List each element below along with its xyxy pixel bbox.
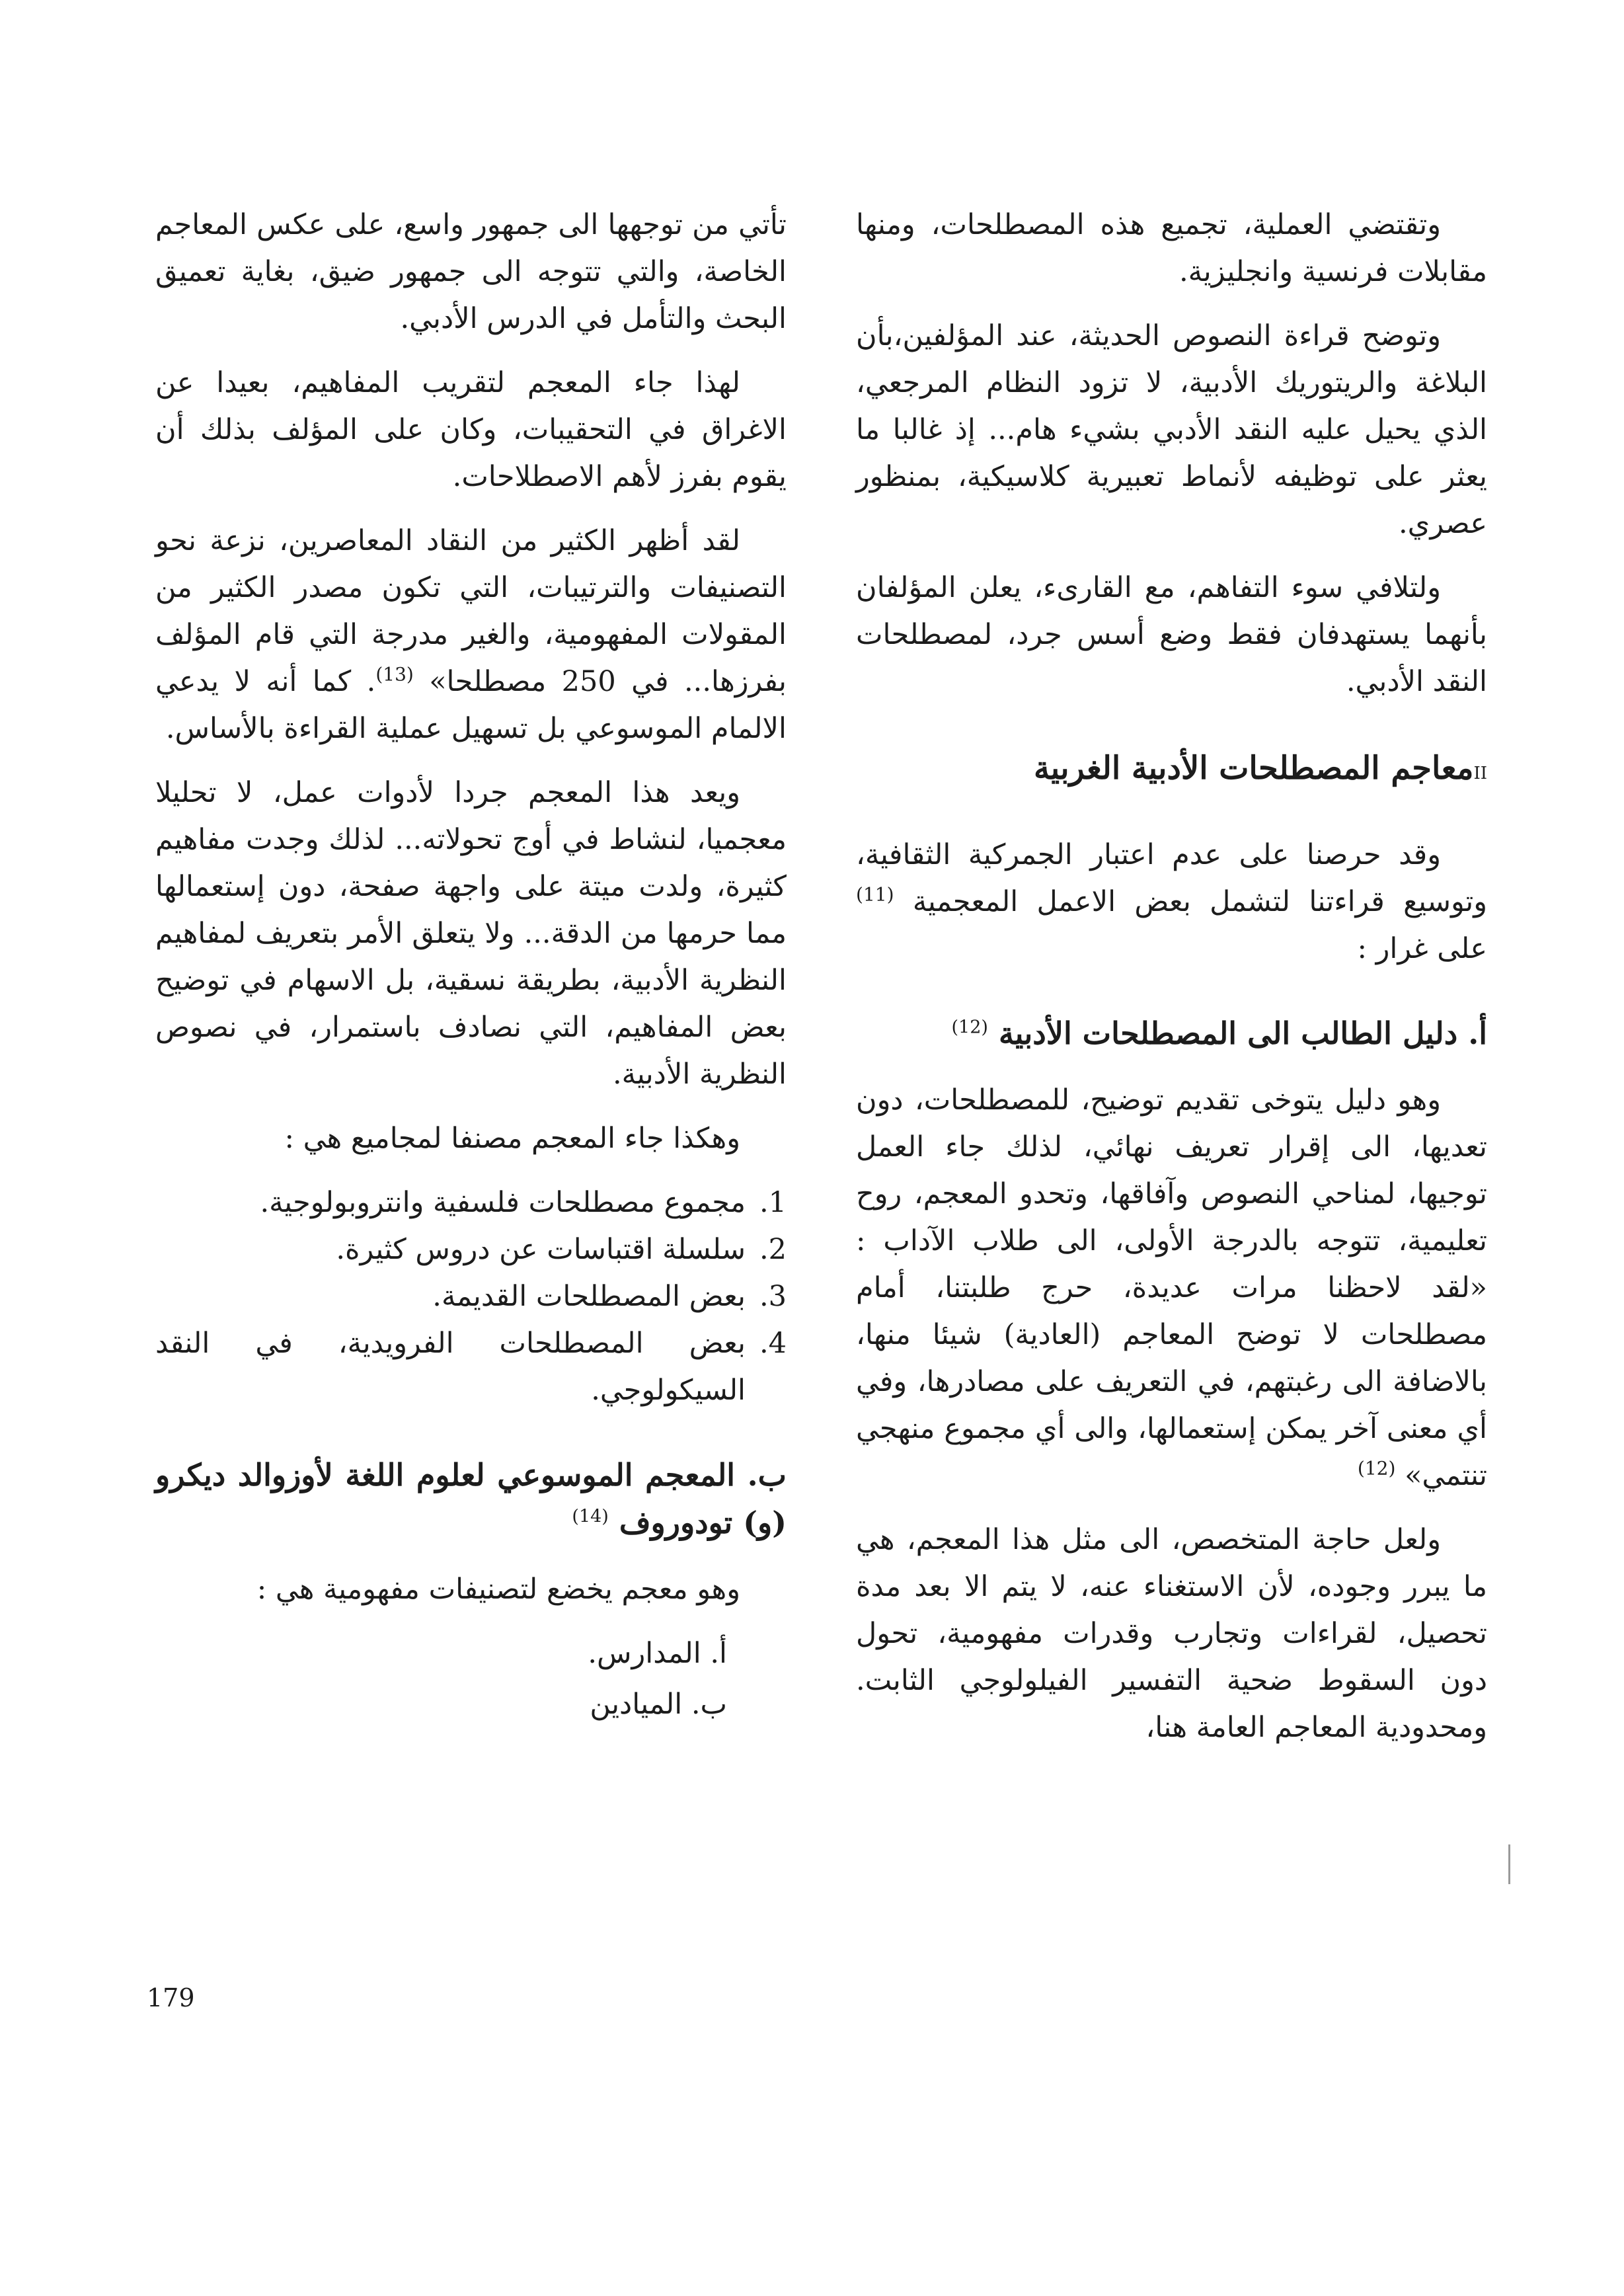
list-item: [155, 1226, 787, 1273]
list-item-text: مجموع مصطلحات فلسفية وانتروبولوجية.: [260, 1186, 746, 1219]
paragraph: وتقتضي العملية، تجميع هذه المصطلحات، ومنها مقابلات فرنسية وانجليزية.: [856, 208, 1487, 288]
lettered-list: [155, 1630, 787, 1728]
scan-margin-mark: [1508, 1844, 1510, 1884]
paragraph: وهكذا جاء المعجم مصنفا لمجاميع هي :: [284, 1122, 740, 1155]
citation-mark: (14): [572, 1506, 609, 1527]
list-item-text: بعض المصطلحات القديمة.: [432, 1280, 746, 1313]
list-item: أ. المدارس.: [588, 1637, 727, 1670]
paragraph: تأتي من توجهها الى جمهور واسع، على عكس المعاجم الخاصة، والتي تتوجه الى جمهور ضيق، بغاية تعميق البحث والتأمل في الدرس الأدبي.: [155, 208, 787, 335]
list-item-text: بعض المصطلحات الفرويدية، في النقد السيكولوجي.: [155, 1327, 746, 1407]
section-heading-text: معاجم المصطلحات الأدبية الغربية: [1033, 750, 1474, 787]
paragraph: وتوضح قراءة النصوص الحديثة، عند المؤلفين،بأن البلاغة والريتوريك الأدبية، لا تزود النظام المرجعي، الذي يحيل عليه النقد الأدبي بشيء هام... إذ غالبا ما يعثر على توظيفه لأنماط تعبيرية كلاسيكية، بمنظور عصري.: [856, 319, 1487, 540]
paragraph: ولعل حاجة المتخصص، الى مثل هذا المعجم، هي ما يبرر وجوده، لأن الاستغناء عنه، لا يتم الا بعد مدة تحصيل، لقراءات وتجارب وقدرات مفهومية، تحول دون السقوط ضحية التفسير الفيلولوجي الثابت. ومحدودية المعاجم العامة هنا،: [856, 1523, 1487, 1744]
right-column: [856, 202, 1487, 1768]
paragraph: لهذا جاء المعجم لتقريب المفاهيم، بعيدا عن الاغراق في التحقيبات، وكان على المؤلف بذلك أن يقوم بفرز لأهم الاصطلاحات.: [155, 366, 787, 493]
paragraph: [155, 518, 787, 752]
list-item: [155, 1320, 787, 1414]
list-number: 3.: [759, 1280, 787, 1313]
left-column: [155, 202, 787, 1748]
citation-mark: (13): [375, 663, 414, 686]
paragraph: [856, 832, 1487, 972]
paragraph-text: . كما أنه لا يدعي الالمام الموسوعي بل تسهيل عملية القراءة بالأساس.: [155, 665, 787, 745]
list-item: [155, 1273, 787, 1320]
section-number: II: [1473, 764, 1487, 783]
page-number: 179: [147, 1983, 195, 2012]
paragraph: وهو معجم يخضع لتصنيفات مفهومية هي :: [256, 1573, 740, 1606]
list-item: [155, 1179, 787, 1226]
list-number: 1.: [759, 1186, 787, 1219]
list-item: ب. الميادين: [590, 1688, 727, 1721]
subsection-heading: [856, 1009, 1487, 1057]
paragraph: ولتلافي سوء التفاهم، مع القارىء، يعلن المؤلفان بأنهما يستهدفان فقط وضع أسس جرد، لمصطلحات النقد الأدبي.: [856, 571, 1487, 698]
paragraph-text: لقد أظهر الكثير من النقاد المعاصرين، نزعة نحو التصنيفات والترتيبات، التي تكون مصدر الكثير من المقولات المفهومية، والغير مدرجة التي قام المؤلف بفرزها... في 250 مصطلحا»: [155, 524, 787, 698]
citation-mark: (12): [951, 1017, 988, 1038]
citation-mark: (11): [856, 883, 894, 906]
list-item-text: سلسلة اقتباسات عن دروس كثيرة.: [336, 1233, 746, 1266]
subsection-heading-text: ب. المعجم الموسوعي لعلوم اللغة لأوزوالد ديكرو (و) تودوروف: [155, 1457, 787, 1540]
paragraph-text: وهو دليل يتوخى تقديم توضيح، للمصطلحات، دون تعديها، الى إقرار تعريف نهائي، لذلك جاء العمل توجيها، لمناحي النصوص وآفاقها، وتحدو المعجم، روح تعليمية، تتوجه بالدرجة الأولى، الى طلاب الآداب : «لقد لاحظنا مرات عديدة، حرج طلبتنا، أمام مصطلحات لا توضح المعاجم (العادية) شيئا منها، بالاضافة الى رغبتهم، في التعريف على مصادرها، وفي أي معنى آخر يمكن إستعمالها، والى أي مجموع منهجي تنتمي»: [856, 1084, 1487, 1492]
paragraph: [856, 1077, 1487, 1499]
subsection-heading-text: أ. دليل الطالب الى المصطلحات الأدبية: [998, 1015, 1487, 1051]
subsection-heading: [155, 1451, 787, 1546]
section-heading: [856, 745, 1487, 797]
paragraph-text: وقد حرصنا على عدم اعتبار الجمركية الثقافية، وتوسيع قراءتنا لتشمل بعض الاعمل المعجمية: [856, 838, 1487, 918]
citation-mark: (12): [1357, 1457, 1396, 1480]
numbered-list: [155, 1179, 787, 1414]
list-number: 4.: [759, 1327, 787, 1360]
paragraph: ويعد هذا المعجم جردا لأدوات عمل، لا تحليلا معجميا، لنشاط في أوج تحولاته... لذلك وجدت مفاهيم كثيرة، ولدت ميتة على واجهة صفحة، دون إستعمالها مما حرمها من الدقة... ولا يتعلق الأمر بتعريف لمفاهيم النظرية الأدبية، بطريقة نسقية، بل الاسهام في توضيح بعض المفاهيم، التي نصادف باستمرار، في نصوص النظرية الأدبية.: [155, 776, 787, 1091]
paragraph-text: على غرار :: [1357, 932, 1487, 965]
list-number: 2.: [759, 1233, 787, 1266]
